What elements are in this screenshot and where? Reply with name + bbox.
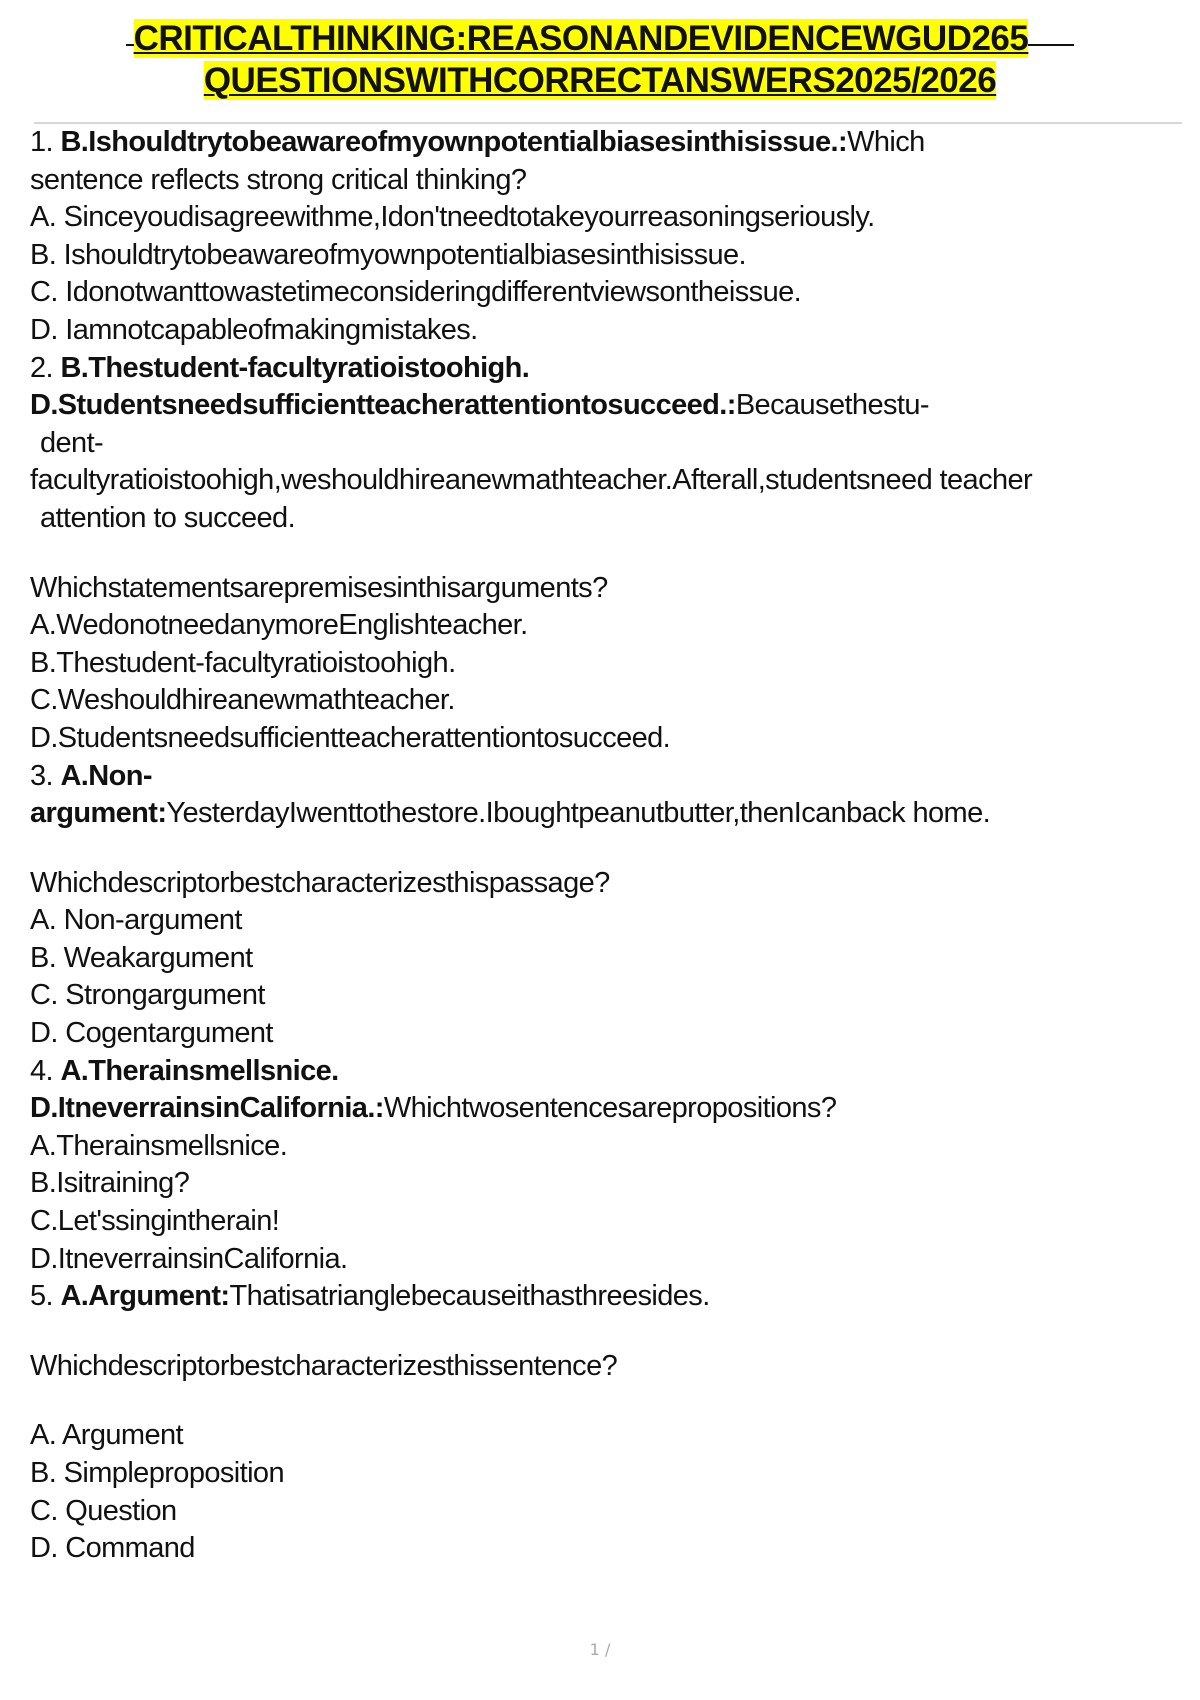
question-prompt: Which	[847, 126, 925, 158]
question-line	[30, 758, 1180, 796]
title-line-2	[0, 60, 1200, 102]
spacer	[30, 538, 1180, 570]
option-c: C.Weshouldhireanewmathteacher.	[30, 684, 455, 717]
question-3	[30, 758, 1180, 1053]
answer-text: D.ItneverrainsinCalifornia.:	[30, 1092, 384, 1125]
question-text: Whichstatementsarepremisesinthisarguments?	[30, 571, 608, 604]
spacer	[30, 1316, 1180, 1348]
title-text-1: CRITICALTHINKING:REASONANDEVIDENCEWGUD265	[133, 19, 1029, 58]
question-5	[30, 1278, 1180, 1568]
question-prompt: facultyratioistoohigh,weshouldhireanewmathteacher.Afterall,studentsneed teacher	[30, 464, 1033, 497]
question-prompt: dent-	[40, 426, 104, 459]
question-line	[30, 1053, 1180, 1091]
question-number: 5.	[30, 1280, 53, 1313]
question-4	[30, 1053, 1180, 1279]
option-c: C. Idonotwanttowastetimeconsideringdifferentviewsontheissue.	[30, 276, 802, 309]
question-line	[30, 124, 1180, 162]
underline-stub	[126, 44, 134, 46]
answer-text: A.Non-	[60, 759, 152, 792]
page-number: 1 /	[589, 1640, 611, 1659]
option-d: D. Command	[30, 1532, 195, 1565]
answer-text: argument:	[30, 797, 167, 830]
question-line	[30, 1278, 1180, 1316]
option-d: D.Studentsneedsufficientteacherattentiontosucceed.	[30, 721, 671, 754]
option-d: D. Cogentargument	[30, 1017, 273, 1050]
option-a: A.Therainsmellsnice.	[30, 1129, 288, 1162]
question-text: Whichdescriptorbestcharacterizesthissentence?	[30, 1349, 618, 1382]
question-number: 3.	[30, 759, 53, 792]
answer-text: A.Argument:	[60, 1280, 230, 1313]
spacer	[30, 833, 1180, 865]
question-number: 2.	[30, 351, 53, 384]
option-b: B. Ishouldtrytobeawareofmyownpotentialbiasesinthisissue.	[30, 238, 746, 271]
option-a: A. Argument	[30, 1419, 183, 1452]
title-line-1	[0, 18, 1200, 60]
question-line	[30, 387, 1180, 425]
answer-text: D.Studentsneedsufficientteacherattentiontosucceed.:	[30, 389, 736, 422]
option-b: B.Isitraining?	[30, 1167, 190, 1200]
question-prompt: Becausethestu-	[735, 389, 929, 422]
title-text-2: QUESTIONSWITHCORRECTANSWERS2025/2026	[203, 61, 997, 100]
qa-content	[30, 124, 1180, 1568]
underline-stub	[1028, 44, 1074, 46]
option-d: D. Iamnotcapableofmakingmistakes.	[30, 313, 478, 346]
option-c: C.Let'ssingintherain!	[30, 1205, 280, 1238]
option-b: B. Weakargument	[30, 941, 253, 974]
question-line	[30, 1090, 1180, 1128]
answer-text: B.Thestudent-facultyratioistoohigh.	[60, 351, 530, 384]
question-text: Whichdescriptorbestcharacterizesthispassage?	[30, 866, 610, 899]
question-line	[30, 795, 1180, 833]
answer-text: A.Therainsmellsnice.	[60, 1054, 339, 1087]
question-line	[30, 350, 1180, 388]
option-c: C. Strongargument	[30, 979, 265, 1012]
option-d: D.ItneverrainsinCalifornia.	[30, 1242, 348, 1275]
question-2	[30, 350, 1180, 758]
option-c: C. Question	[30, 1494, 177, 1527]
question-prompt: Thatisatrianglebecauseithasthreesides.	[229, 1280, 710, 1313]
option-b: B. Simpleproposition	[30, 1457, 284, 1489]
document-header	[0, 18, 1200, 102]
question-prompt: sentence reflects strong critical thinking?	[30, 163, 527, 196]
option-b: B.Thestudent-facultyratioistoohigh.	[30, 646, 456, 679]
spacer	[30, 1385, 1180, 1417]
question-prompt: Whichtwosentencesarepropositions?	[383, 1092, 837, 1125]
answer-text: B.Ishouldtrytobeawareofmyownpotentialbiasesinthisissue.:	[60, 126, 848, 158]
option-a: A. Sinceyoudisagreewithme,Idon'tneedtotakeyourreasoningseriously.	[30, 201, 875, 234]
option-a: A.WedonotneedanymoreEnglishteacher.	[30, 609, 528, 642]
question-1	[30, 124, 1180, 350]
question-prompt: attention to succeed.	[40, 501, 296, 534]
question-number: 1.	[30, 126, 53, 158]
question-prompt: YesterdayIwenttothestore.Iboughtpeanutbutter,thenIcanback home.	[166, 797, 991, 830]
option-a: A. Non-argument	[30, 904, 242, 937]
question-number: 4.	[30, 1054, 53, 1087]
